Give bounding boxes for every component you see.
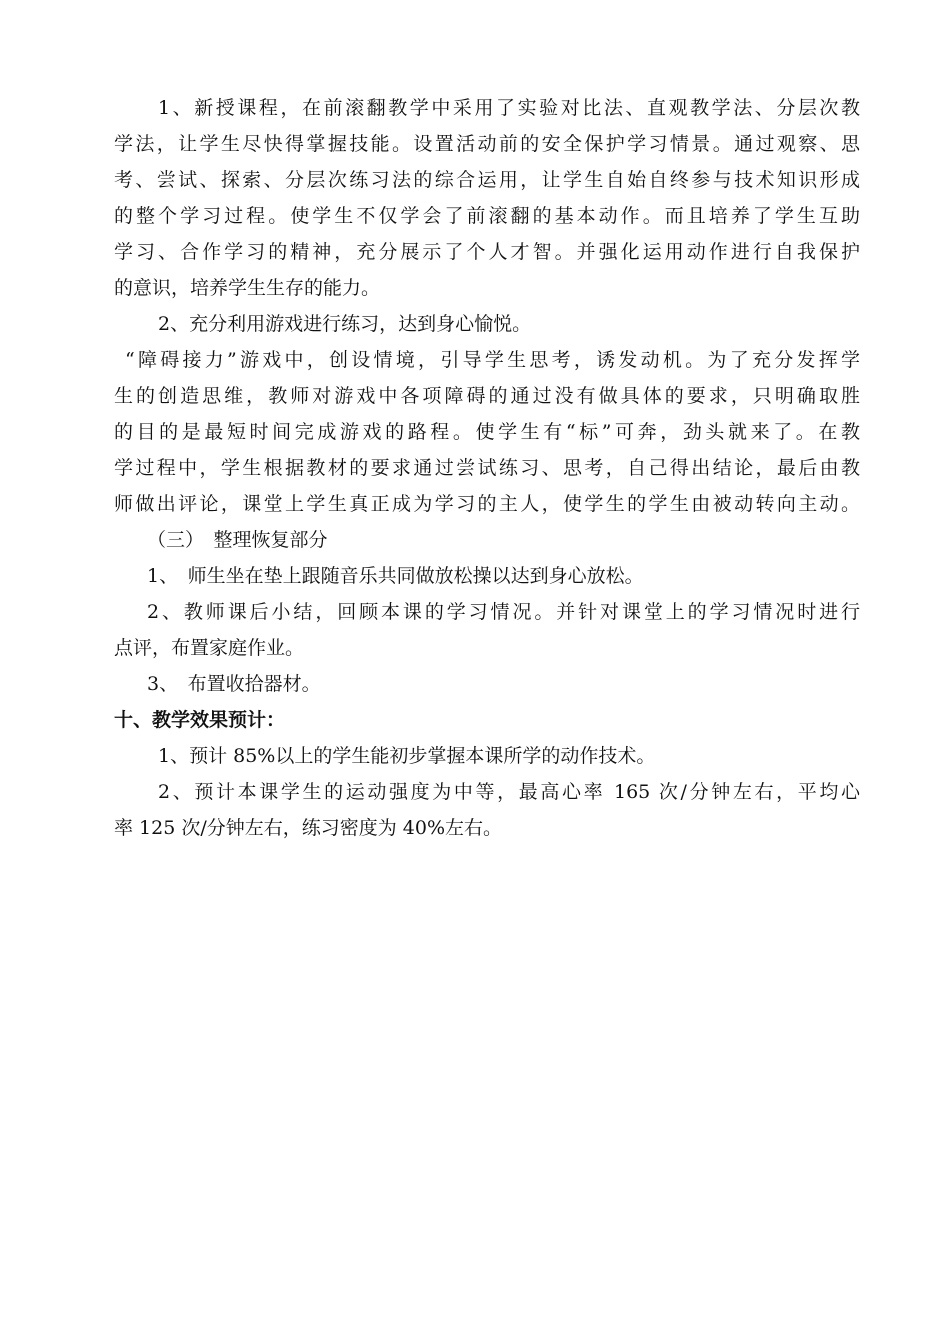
text-line: 2、充分利用游戏进行练习，达到身心愉悦。 (158, 313, 532, 335)
document-page (114, 90, 860, 846)
text-line: 点评，布置家庭作业。 (114, 637, 305, 659)
text-line: 2、预计本课学生的运动强度为中等，最高心率 165 次/分钟左右，平均心 (158, 781, 860, 803)
section-heading-expected-results (114, 702, 860, 738)
text-line: 学习、合作学习的精神，充分展示了个人才智。并强化运用动作进行自我保护 (114, 241, 860, 263)
paragraph-game-practice (114, 306, 860, 342)
text-line: 十、教学效果预计： (114, 709, 286, 731)
text-line: 师做出评论，课堂上学生真正成为学习的主人，使学生的学生由被动转向主动。 (114, 493, 860, 515)
text-line: “障碍接力”游戏中，创设情境，引导学生思考，诱发动机。为了充分发挥学 (125, 349, 860, 371)
text-line: 的整个学习过程。使学生不仅学会了前滚翻的基本动作。而且培养了学生互助 (114, 205, 860, 227)
text-line: 的目的是最短时间完成游戏的路程。使学生有“标”可奔，劲头就来了。在教 (114, 421, 860, 443)
text-line: 3、 布置收拾器材。 (147, 673, 321, 695)
text-line: 2、教师课后小结，回顾本课的学习情况。并针对课堂上的学习情况时进行 (147, 601, 860, 623)
paragraph-obstacle-relay (114, 342, 860, 522)
list-item-equipment (114, 666, 860, 702)
paragraph-new-course-method (114, 90, 860, 306)
list-item-relaxation (114, 558, 860, 594)
list-item-expected-intensity (114, 774, 860, 846)
section-heading-cooldown (114, 522, 860, 558)
text-line: 1、新授课程，在前滚翻教学中采用了实验对比法、直观教学法、分层次教 (158, 97, 860, 119)
text-line: 1、 师生坐在垫上跟随音乐共同做放松操以达到身心放松。 (147, 565, 644, 587)
text-line: 考、尝试、探索、分层次练习法的综合运用，让学生自始自终参与技术知识形成 (114, 169, 860, 191)
text-line: 的意识，培养学生生存的能力。 (114, 277, 381, 299)
text-line: 率 125 次/分钟左右，练习密度为 40%左右。 (114, 817, 503, 839)
text-line: 生的创造思维，教师对游戏中各项障碍的通过没有做具体的要求，只明确取胜 (114, 385, 860, 407)
list-item-expected-mastery (114, 738, 860, 774)
text-line: 学法，让学生尽快得掌握技能。设置活动前的安全保护学习情景。通过观察、思 (114, 133, 860, 155)
list-item-summary (114, 594, 860, 666)
text-line: （三） 整理恢复部分 (147, 529, 328, 551)
text-line: 1、预计 85%以上的学生能初步掌握本课所学的动作技术。 (158, 745, 656, 767)
text-line: 学过程中，学生根据教材的要求通过尝试练习、思考，自己得出结论，最后由教 (114, 457, 860, 479)
